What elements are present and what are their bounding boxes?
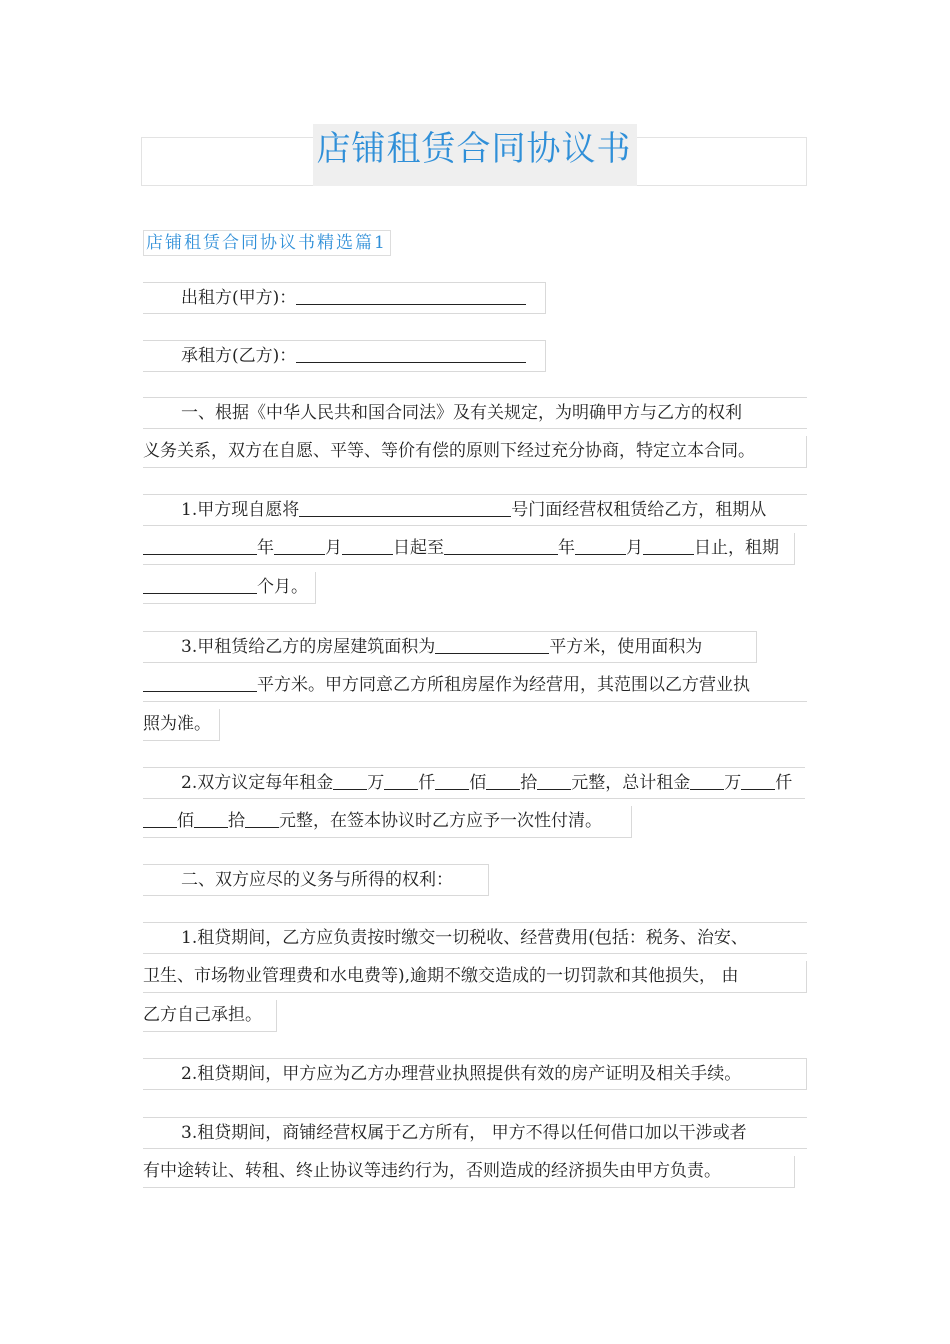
- rent-yuan-blank: [537, 769, 571, 790]
- clause-rent-line-1: 2.双方议定每年租金 万 仟 佰 拾 元整，总计租金 万 仟: [143, 767, 805, 799]
- clause-area-line-3: 照为准。: [143, 709, 220, 741]
- clause-1-line-2: 义务关系，双方在自愿、平等、等价有偿的原则下经过充分协商，特定立本合同。: [143, 436, 807, 468]
- clause-lease-line-3: 个月。: [143, 572, 316, 604]
- rent-bai-blank: [435, 769, 469, 790]
- lessee-label: 承租方(乙方)：: [181, 346, 297, 366]
- section-heading: 店铺租赁合同协议书精选篇1: [143, 230, 391, 256]
- start-month-blank: [274, 534, 325, 555]
- shopfront-number-blank: [299, 496, 511, 517]
- clause-1-line-1: 一、根据《中华人民共和国合同法》及有关规定，为明确甲方与乙方的权利: [143, 397, 807, 429]
- clause-duty-1-line-1: 1.租贷期间，乙方应负责按时缴交一切税收、经营费用(包括：税务、治安、: [143, 922, 807, 954]
- rent-qian-blank: [384, 769, 418, 790]
- lessee-blank: [296, 342, 526, 363]
- lessor-label: 出租方(甲方)：: [181, 288, 297, 308]
- document-title: 店铺租赁合同协议书: [316, 129, 632, 169]
- clause-duty-1-line-3: 乙方自己承担。: [143, 1000, 277, 1032]
- end-month-blank: [575, 534, 626, 555]
- lessor-blank: [296, 284, 526, 305]
- clause-duty-2: 2.租贷期间，甲方应为乙方办理营业执照提供有效的房产证明及相关手续。: [143, 1058, 807, 1090]
- total-wan-blank: [690, 769, 724, 790]
- rent-shi-blank: [486, 769, 520, 790]
- clause-lease-line-1: 1.甲方现自愿将 号门面经营权租赁给乙方，租期从: [143, 494, 807, 526]
- clause-duty-3-line-1: 3.租贷期间，商铺经营权属于乙方所有， 甲方不得以任何借口加以干涉或者: [143, 1117, 807, 1149]
- building-area-blank: [435, 633, 549, 654]
- total-yuan-blank: [245, 807, 279, 828]
- clause-area-line-1: 3.甲租赁给乙方的房屋建筑面积为 平方米，使用面积为: [143, 631, 757, 663]
- end-year-blank: [444, 534, 558, 555]
- lessee-line: [143, 340, 546, 372]
- end-day-blank: [643, 534, 694, 555]
- section-2-heading: 二、双方应尽的义务与所得的权利：: [143, 864, 489, 896]
- total-shi-blank: [194, 807, 228, 828]
- clause-duty-1-line-2: 卫生、市场物业管理费和水电费等),逾期不缴交造成的一切罚款和其他损失， 由: [143, 961, 807, 993]
- clause-rent-line-2: 佰 拾 元整，在签本协议时乙方应予一次性付清。: [143, 806, 632, 838]
- total-bai-blank: [143, 807, 177, 828]
- lessor-line: [143, 282, 546, 314]
- usable-area-blank: [143, 671, 257, 692]
- lease-months-blank: [143, 573, 257, 594]
- clause-area-line-2: 平方米。甲方同意乙方所租房屋作为经营用，其范围以乙方营业执: [143, 670, 807, 702]
- rent-wan-blank: [333, 769, 367, 790]
- clause-lease-line-2: 年 月 日起至 年 月 日止，租期: [143, 533, 795, 565]
- start-day-blank: [342, 534, 393, 555]
- total-qian-blank: [741, 769, 775, 790]
- start-year-blank: [143, 534, 257, 555]
- clause-duty-3-line-2: 有中途转让、转租、终止协议等违约行为，否则造成的经济损失由甲方负责。: [143, 1156, 795, 1188]
